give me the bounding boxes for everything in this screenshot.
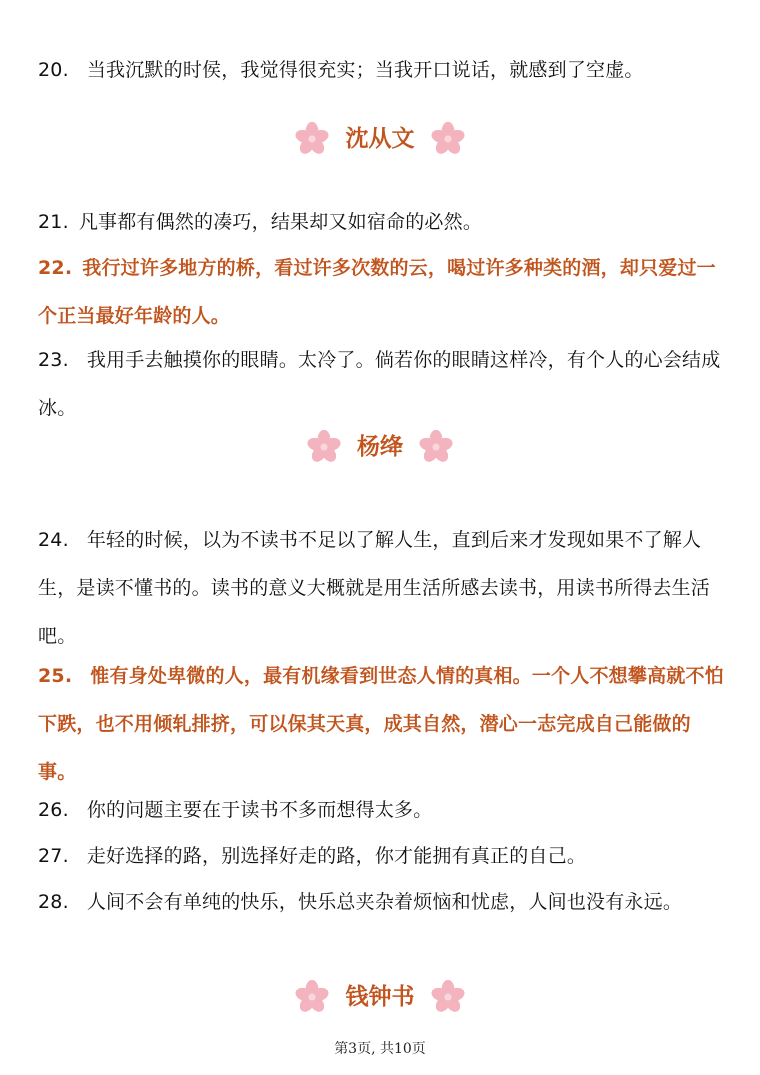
quote-text: 年轻的时候，以为不读书不足以了解人生，直到后来才发现如果不了解人生，是读不懂书的。读书的意义大概就是用生活所感去读书，用读书所得去生活吧。 (38, 529, 711, 647)
quote-23 (38, 336, 728, 432)
quote-number: 25. (38, 665, 73, 687)
flower-center (444, 993, 451, 1000)
quote-27 (38, 832, 728, 880)
quote-text: 走好选择的路，别选择好走的路，你才能拥有真正的自己。 (86, 845, 587, 867)
cherry-blossom-icon (293, 979, 331, 1015)
quote-28 (38, 878, 728, 926)
author-heading-qian-zhongshu (0, 976, 760, 1017)
cherry-blossom-icon (417, 429, 455, 465)
cherry-blossom-icon (429, 979, 467, 1015)
flower-center (444, 135, 451, 142)
quote-number: 24. (38, 529, 69, 551)
author-heading-yang-jiang (0, 426, 760, 467)
flower-center (309, 135, 316, 142)
author-name: 杨绛 (357, 433, 403, 460)
cherry-blossom-icon (293, 121, 331, 157)
cherry-blossom-icon (429, 121, 467, 157)
quote-text: 你的问题主要在于读书不多而想得太多。 (86, 799, 433, 821)
quote-number: 27. (38, 845, 69, 867)
quote-26 (38, 786, 728, 834)
quote-text: 惟有身处卑微的人，最有机缘看到世态人情的真相。一个人不想攀高就不怕下跌，也不用倾轧排挤，可以保其天真，成其自然，潜心一志完成自己能做的事。 (38, 665, 724, 783)
author-heading-shen-congwen (0, 118, 760, 159)
quote-20 (38, 46, 728, 94)
quote-number: 20. (38, 59, 69, 81)
page-footer: 第3页, 共10页 (334, 1041, 426, 1057)
cherry-blossom-icon (305, 429, 343, 465)
quote-24 (38, 516, 728, 660)
flower-center (432, 443, 439, 450)
quote-number: 26. (38, 799, 69, 821)
quote-21 (38, 198, 728, 246)
flower-center (320, 443, 327, 450)
quote-text: 人间不会有单纯的快乐，快乐总夹杂着烦恼和忧虑，人间也没有永远。 (86, 891, 683, 913)
flower-center (309, 993, 316, 1000)
quote-text: 我用手去触摸你的眼睛。太冷了。倘若你的眼睛这样冷，有个人的心会结成冰。 (38, 349, 721, 419)
quote-text: 当我沉默的时侯，我觉得很充实；当我开口说话，就感到了空虚。 (86, 59, 644, 81)
quote-text: 凡事都有偶然的凑巧，结果却又如宿命的必然。 (78, 211, 483, 233)
author-name: 钱钟书 (345, 983, 415, 1010)
quote-22 (38, 244, 728, 340)
quote-number: 28. (38, 891, 69, 913)
author-name: 沈从文 (345, 125, 415, 152)
quote-text: 我行过许多地方的桥，看过许多次数的云，喝过许多种类的酒，却只爱过一个正当最好年龄的人。 (38, 257, 716, 327)
quote-25 (38, 652, 728, 796)
quote-number: 22. (38, 257, 73, 279)
quote-number: 23. (38, 349, 69, 371)
quote-number: 21. (38, 211, 69, 233)
